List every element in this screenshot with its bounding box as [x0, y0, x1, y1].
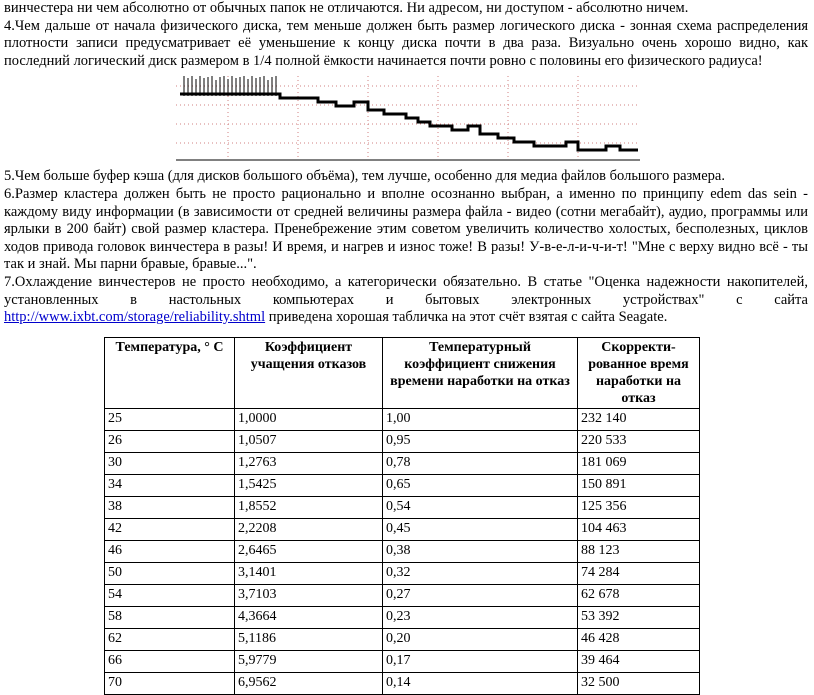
cell-temperature: 50 [105, 562, 235, 584]
cell-corrected-mtbf: 220 533 [578, 430, 700, 452]
column-header-failure-coefficient: Коэффициент учащения отказов [235, 337, 383, 408]
intro-paragraphs [0, 0, 814, 70]
column-header-corrected-mtbf: Скорректи-рованное время наработки на отказ [578, 337, 700, 408]
paragraph-7-text-before: 7.Охлаждение винчестеров не просто необходимо, а категорически обязательно. В статье "Оценка надежности накопителей, установленных в настольных компьютерах и бытовых электронных устройствах" с сайта [4, 273, 808, 308]
column-header-mtbf-reduction-coefficient: Температурный коэффициент снижения времени наработки на отказ [383, 337, 578, 408]
paragraph-4: 4.Чем дальше от начала физического диска, тем меньше должен быть размер логического диска - зонная схема распределения плотности записи предусматривает её уменьшение к концу диска почти в два раза. Визуально очень хорошо видно, как последний логический диск размером в 1/4 полной ёмкости начинается почти ровно с половины его физического радиуса! [4, 17, 808, 69]
cell-failure-coefficient: 2,6465 [235, 540, 383, 562]
cell-mtbf-reduction: 0,65 [383, 474, 578, 496]
table-row [105, 584, 700, 606]
table-row [105, 430, 700, 452]
table-row [105, 408, 700, 430]
cell-corrected-mtbf: 232 140 [578, 408, 700, 430]
cell-corrected-mtbf: 104 463 [578, 518, 700, 540]
cell-failure-coefficient: 5,1186 [235, 628, 383, 650]
cell-corrected-mtbf: 74 284 [578, 562, 700, 584]
cell-failure-coefficient: 1,0000 [235, 408, 383, 430]
cell-mtbf-reduction: 0,78 [383, 452, 578, 474]
table-row [105, 562, 700, 584]
table-row [105, 540, 700, 562]
cell-mtbf-reduction: 0,20 [383, 628, 578, 650]
cell-mtbf-reduction: 0,32 [383, 562, 578, 584]
cell-failure-coefficient: 5,9779 [235, 650, 383, 672]
cell-failure-coefficient: 4,3664 [235, 606, 383, 628]
cell-corrected-mtbf: 53 392 [578, 606, 700, 628]
paragraph-5: 5.Чем больше буфер кэша (для дисков большого объёма), тем лучше, особенно для медиа файлов большого размера. [4, 168, 725, 185]
column-header-temperature: Температура, ° С [105, 337, 235, 408]
cell-temperature: 62 [105, 628, 235, 650]
disk-speed-chart-container [0, 70, 814, 168]
table-row [105, 518, 700, 540]
cell-temperature: 70 [105, 672, 235, 694]
cell-temperature: 46 [105, 540, 235, 562]
disk-speed-chart [168, 72, 648, 164]
table-row [105, 474, 700, 496]
table-header-row [105, 337, 700, 408]
cell-failure-coefficient: 1,0507 [235, 430, 383, 452]
paragraph-6: 6.Размер кластера должен быть не просто рационально и вполне осознанно выбран, а именно по принципу edem das sein - каждому виду информации (в зависимости от средней величины размера файла - видео (сотни мегабайт), аудио, программы или ярлыки в 200 байт) свой размер кластера. Пренебрежение этим советом увеличить количество холостых, бесполезных, циклов ходов привода головок винчестера в разы! И время, и нагрев и износ тоже! В разы! У-в-е-л-и-ч-и-т! "Мне с верху видно всё - ты так и знай. Мы парни бравые, бравые...". [4, 185, 808, 273]
paragraph-3-continuation: винчестера ни чем абсолютно от обычных папок не отличаются. Ни адресом, ни доступом - абсолютно ничем. [4, 0, 689, 16]
cell-mtbf-reduction: 0,17 [383, 650, 578, 672]
cell-mtbf-reduction: 0,38 [383, 540, 578, 562]
cell-corrected-mtbf: 88 123 [578, 540, 700, 562]
paragraph-7-text-after: приведена хорошая табличка на этот счёт взятая с сайта Seagate. [265, 309, 668, 326]
cell-corrected-mtbf: 46 428 [578, 628, 700, 650]
table-row [105, 452, 700, 474]
table-row [105, 628, 700, 650]
cell-mtbf-reduction: 0,27 [383, 584, 578, 606]
cell-failure-coefficient: 1,8552 [235, 496, 383, 518]
table-row [105, 496, 700, 518]
table-row [105, 672, 700, 694]
cell-failure-coefficient: 6,9562 [235, 672, 383, 694]
cell-failure-coefficient: 1,5425 [235, 474, 383, 496]
cell-corrected-mtbf: 39 464 [578, 650, 700, 672]
cell-temperature: 66 [105, 650, 235, 672]
lower-paragraphs [0, 168, 814, 326]
cell-corrected-mtbf: 125 356 [578, 496, 700, 518]
cell-temperature: 38 [105, 496, 235, 518]
chart-svg [168, 72, 648, 164]
cell-temperature: 58 [105, 606, 235, 628]
cell-mtbf-reduction: 0,95 [383, 430, 578, 452]
cell-mtbf-reduction: 0,23 [383, 606, 578, 628]
cell-failure-coefficient: 2,2208 [235, 518, 383, 540]
cell-temperature: 34 [105, 474, 235, 496]
cell-temperature: 54 [105, 584, 235, 606]
cell-corrected-mtbf: 32 500 [578, 672, 700, 694]
temperature-reliability-table [104, 337, 700, 695]
paragraph-7 [2, 274, 812, 327]
reliability-article-link[interactable]: http://www.ixbt.com/storage/reliability.shtml [4, 309, 266, 326]
cell-mtbf-reduction: 0,54 [383, 496, 578, 518]
cell-failure-coefficient: 1,2763 [235, 452, 383, 474]
cell-temperature: 30 [105, 452, 235, 474]
cell-failure-coefficient: 3,1401 [235, 562, 383, 584]
table-body [105, 408, 700, 694]
cell-mtbf-reduction: 1,00 [383, 408, 578, 430]
cell-temperature: 25 [105, 408, 235, 430]
cell-failure-coefficient: 3,7103 [235, 584, 383, 606]
cell-temperature: 42 [105, 518, 235, 540]
cell-mtbf-reduction: 0,45 [383, 518, 578, 540]
cell-mtbf-reduction: 0,14 [383, 672, 578, 694]
table-row [105, 650, 700, 672]
cell-corrected-mtbf: 62 678 [578, 584, 700, 606]
table-row [105, 606, 700, 628]
cell-corrected-mtbf: 181 069 [578, 452, 700, 474]
cell-temperature: 26 [105, 430, 235, 452]
cell-corrected-mtbf: 150 891 [578, 474, 700, 496]
